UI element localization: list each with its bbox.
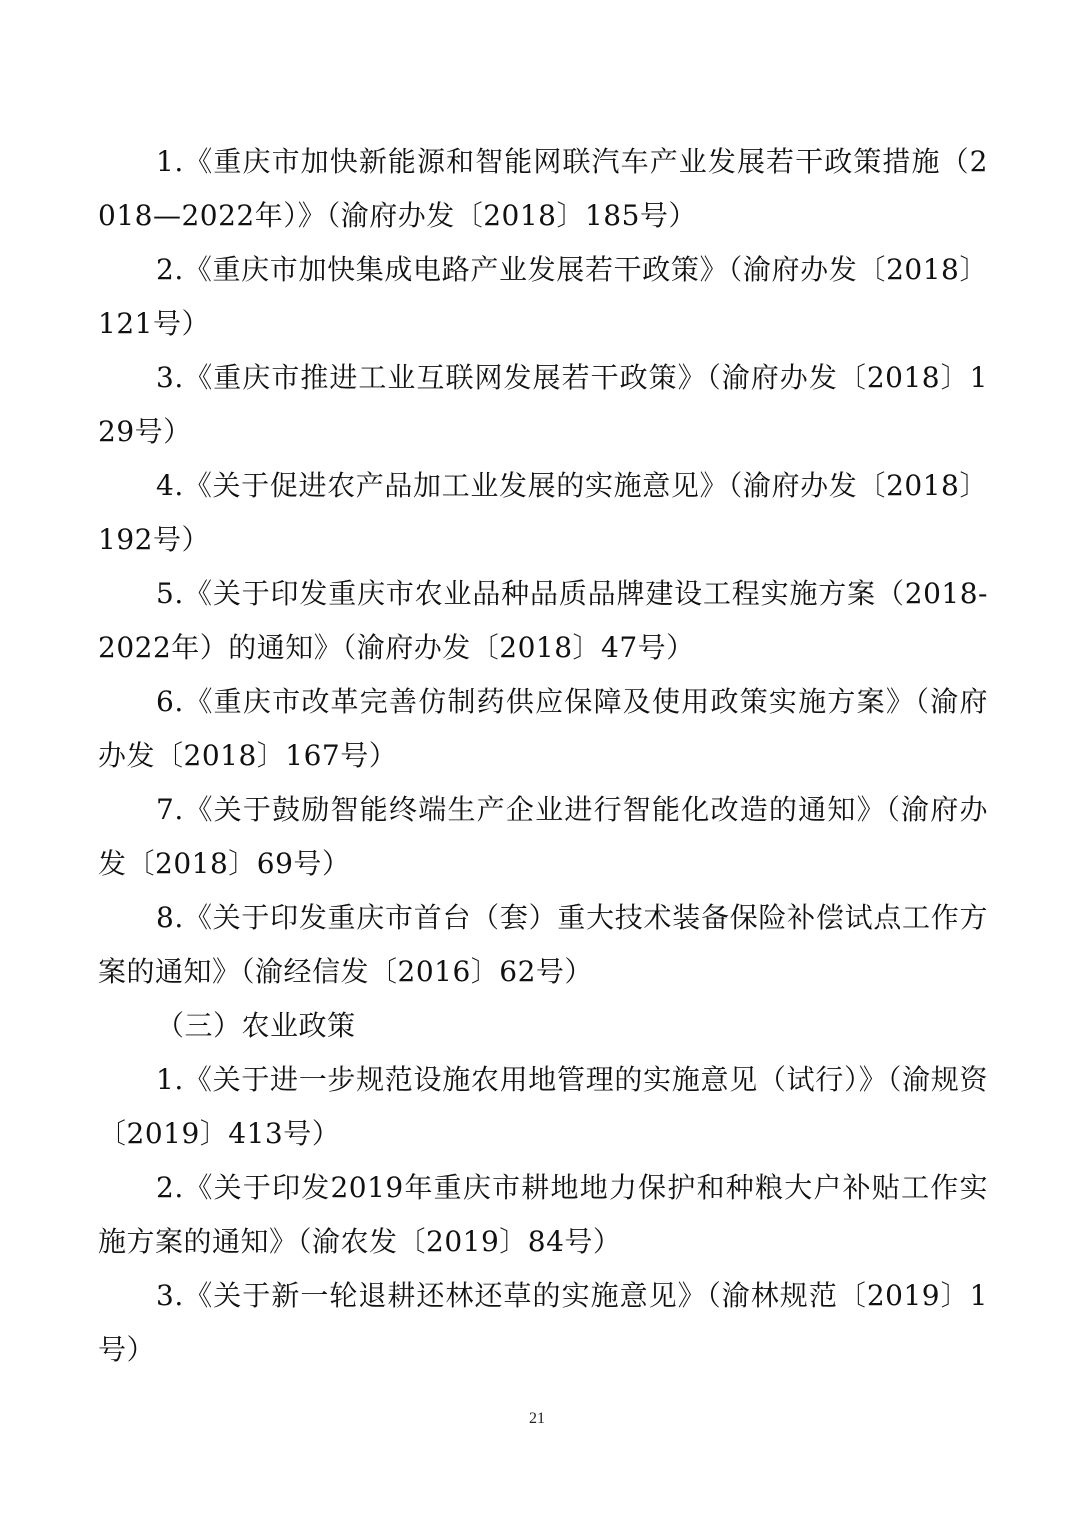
policy-item: 1.《关于进一步规范设施农用地管理的实施意见（试行）》（渝规资〔2019〕413号） [98,1063,988,1150]
policy-item: 5.《关于印发重庆市农业品种品质品牌建设工程实施方案（2018-2022年）的通知》（渝府办发〔2018〕47号） [98,577,988,664]
policy-item: 2.《重庆市加快集成电路产业发展若干政策》（渝府办发〔2018〕121号） [98,253,988,340]
page-number: 21 [529,1410,545,1427]
policy-item: 3.《重庆市推进工业互联网发展若干政策》（渝府办发〔2018〕129号） [98,361,988,448]
section-heading: （三）农业政策 [156,1009,356,1042]
policy-item: 2.《关于印发2019年重庆市耕地地力保护和种粮大户补贴工作实施方案的通知》（渝农发〔2019〕84号） [98,1171,988,1258]
policy-item: 8.《关于印发重庆市首台（套）重大技术装备保险补偿试点工作方案的通知》（渝经信发〔2016〕62号） [98,901,988,988]
policy-item: 6.《重庆市改革完善仿制药供应保障及使用政策实施方案》（渝府办发〔2018〕167号） [98,685,988,772]
document-body [98,135,988,1377]
policy-item: 3.《关于新一轮退耕还林还草的实施意见》（渝林规范〔2019〕1号） [98,1279,988,1366]
policy-item: 1.《重庆市加快新能源和智能网联汽车产业发展若干政策措施（2018—2022年）》（渝府办发〔2018〕185号） [98,145,988,232]
policy-item: 7.《关于鼓励智能终端生产企业进行智能化改造的通知》（渝府办发〔2018〕69号） [98,793,988,880]
policy-item: 4.《关于促进农产品加工业发展的实施意见》（渝府办发〔2018〕192号） [98,469,988,556]
